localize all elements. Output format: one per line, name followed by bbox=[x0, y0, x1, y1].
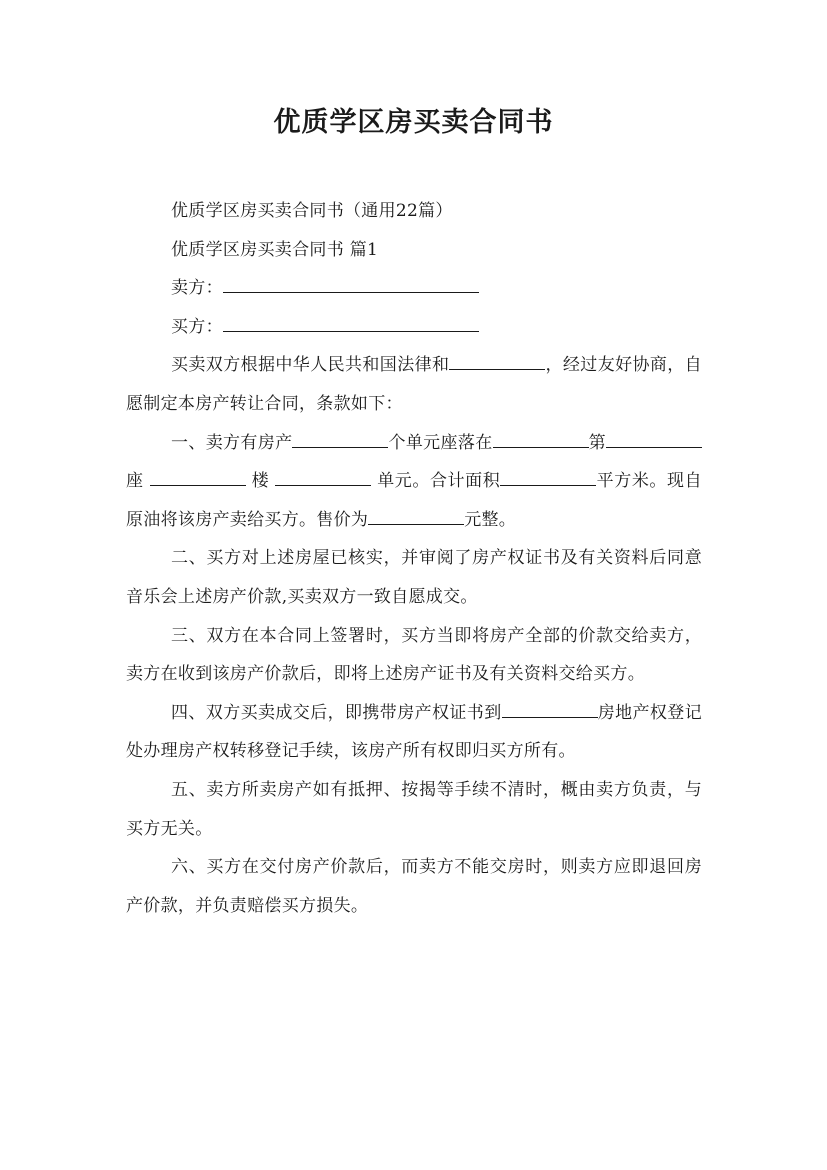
law-blank bbox=[449, 355, 545, 370]
price-blank bbox=[368, 510, 464, 525]
clause-1-text-a: 一、卖方有房产 bbox=[171, 432, 293, 453]
clause-1-text-h: 元整。 bbox=[464, 509, 517, 530]
clause-1-text-c: 第 bbox=[588, 432, 606, 453]
clause-1-text-f: 单元。合计面积 bbox=[377, 471, 501, 492]
floor-blank bbox=[150, 471, 246, 486]
seller-line bbox=[126, 269, 702, 308]
clause-5: 五、卖方所卖房产如有抵押、按揭等手续不清时，概由卖方负责，与买方无关。 bbox=[126, 779, 702, 839]
clause-1 bbox=[126, 424, 702, 540]
seller-blank bbox=[223, 278, 479, 293]
unit-blank bbox=[275, 471, 371, 486]
intro-text-b: ，经过友好协商，自愿制定本房产转让合同，条款如下： bbox=[126, 355, 702, 414]
clause-4-text-a: 四、双方买卖成交后，即携带房产权证书到 bbox=[171, 702, 502, 723]
location-blank bbox=[493, 433, 589, 448]
section-heading: 优质学区房买卖合同书 篇1 bbox=[171, 239, 379, 260]
clause-1-text-e: 楼 bbox=[251, 471, 270, 492]
buyer-blank bbox=[223, 317, 479, 332]
clause-3: 三、双方在本合同上签署时，买方当即将房产全部的价款交给卖方，卖方在收到该房产价款后，即将上述房产证书及有关资料交给买方。 bbox=[126, 625, 702, 685]
clause-2: 二、买方对上述房屋已核实，并审阅了房产权证书及有关资料后同意音乐会上述房产价款,买卖双方一致自愿成交。 bbox=[126, 548, 702, 607]
intro-text-a: 买卖双方根据中华人民共和国法律和 bbox=[171, 355, 450, 376]
clause-1-text-g: 平方米。现自原油将该房产卖给买方。售价为 bbox=[126, 471, 702, 530]
units-blank bbox=[292, 433, 388, 448]
intro-paragraph bbox=[126, 346, 702, 423]
building-blank bbox=[606, 433, 702, 448]
registry-blank bbox=[502, 703, 598, 718]
document-title: 优质学区房买卖合同书 bbox=[273, 107, 554, 138]
clause-1-text-b: 个单元座落在 bbox=[388, 432, 493, 453]
buyer-line bbox=[126, 308, 702, 347]
clause-4-text-b: 房地产权登记处办理房产权转移登记手续，该房产所有权即归买方所有。 bbox=[126, 702, 702, 762]
clause-4 bbox=[126, 694, 702, 771]
area-blank bbox=[500, 471, 596, 486]
document-subtitle: 优质学区房买卖合同书（通用22篇） bbox=[171, 201, 453, 221]
clause-6: 六、买方在交付房产价款后，而卖方不能交房时，则卖方应即退回房产价款，并负责赔偿买方损失。 bbox=[126, 857, 702, 916]
document-body bbox=[126, 192, 702, 925]
seller-label: 卖方： bbox=[171, 278, 223, 299]
buyer-label: 买方： bbox=[171, 316, 223, 337]
clause-1-text-d: 座 bbox=[126, 471, 144, 492]
